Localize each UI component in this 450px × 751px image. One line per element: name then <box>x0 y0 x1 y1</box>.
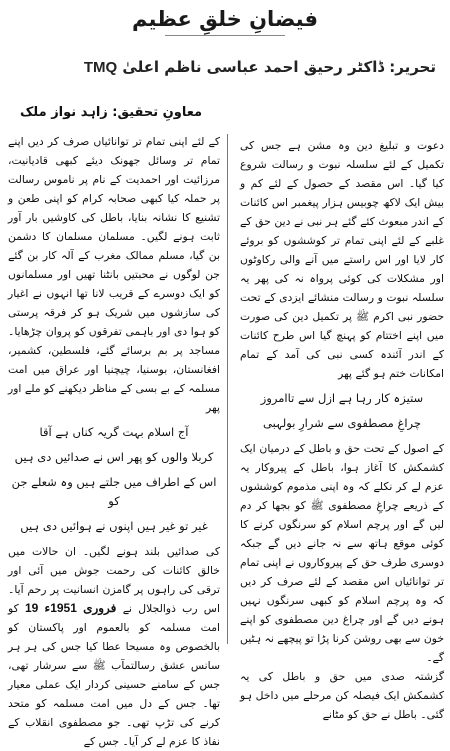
verse-line: غیر تو غیر ہیں اپنوں نے ہوائیں دی ہیں <box>20 519 208 533</box>
paragraph-text: کی صدائیں بلند ہونے لگیں۔ ان حالات میں خالق کائنات کی رحمت جوش میں آئی اور ترقی کی راہوں پر گامزن انسانیت پر رحم آیا۔ اس رب ذوالجلال نے <box>8 545 220 615</box>
right-column <box>240 136 444 724</box>
paragraph: کے لئے اپنی تمام تر توانائیاں صرف کر دیں اپنے تمام تر وسائل جھونک دیئے کبھی قادیانیت، مرزائیت اور احمدیت کے نام پر ناموس رسالت پر حملہ کیا کبھی صحابہ کرام کو اپنی طعن و تشنیع کا نشانہ بنایا، باطل کی کاوشیں بار آور ثابت ہونے لگیں۔ مسلمان مسلمان کا دشمن بن گیا، مسلم ممالک مغرب کے آلہ کار بن گئے جن لوگوں نے محبتیں بانٹنا تھیں اور مسلمانوں کو ایک دوسرے کے قریب لانا تھا انہوں نے اغیار کی سازشوں میں شریک ہو کر فرقہ پرستی کو ہوا دی اور باہمی تفرقوں کو پروان چڑھایا۔ مساجد پر بم برسائے گئے، فلسطین، کشمیر، افغانستان، بوسنیا، چیچنیا اور عراق میں امت مسلمہ کے بے بسی کے مناظر دیکھنے کو ملے اور پھر <box>8 135 220 414</box>
paragraph-text: کو امت مسلمہ کو بالعموم اور پاکستان کو بالخصوص وہ مسیحا عطا کیا جس کی ہر ہر سانس عشق رسالتمآب ﷺ سے سرشار تھی، جس کے سامنے حسینی کردار ایک عملی معیار تھا۔ جس کے دل میں امت مسلمہ کو متحد کرنے کی تڑپ تھی۔ جو مصطفوی انقلاب کے نفاذ کا عزم لے کر آیا۔ جس کے <box>8 602 220 748</box>
verse-line: چراغِ مصطفوی سے شرارِ بولہبی <box>262 416 421 430</box>
byline-organization: TMQ <box>83 59 118 76</box>
byline-author: تحریر: ڈاکٹر رحیق احمد عباسی ناظم اعلیٰ <box>122 58 436 76</box>
founding-date: 19 فروری 1951ء <box>25 601 117 615</box>
left-column <box>8 132 220 751</box>
verse-line: ستیزہ کار رہا ہے ازل سے تاامروز <box>260 391 424 405</box>
paragraph <box>8 542 220 751</box>
author-byline <box>6 56 436 79</box>
paragraph: دعوت و تبلیغ دین وہ مشن ہے جس کی تکمیل کے لئے سلسلہ نبوت و رسالت شروع کیا گیا۔ اس مقصد کے حصول کے لئے کم و بیش ایک لاکھ چوبیس ہزار پیغمبر اس کائنات کے اندر مبعوث کئے گئے ہر نبی نے دین حق کے غلبے کے لئے اپنی تمام تر کوششوں کو بروئے کار لایا اور اس راستے میں آنے والی رکاوٹوں اور مشکلات کی کوئی پرواہ نہ کی پھر یہ سلسلہ نبوت و رسالت منشائے ایزدی کے تحت حضور نبی اکرم ﷺ پر تکمیل دین کی صورت میں اپنے اختتام کو پہنچ گیا اس طرح کائنات کے اندر آئندہ کسی نبی کی آمد کے تمام امکانات ختم ہو گئے پھر <box>240 139 444 380</box>
verse-line: اس کے اطراف میں جلتے ہیں وہ شعلے جن کو <box>11 475 217 508</box>
paragraph: گزشتہ صدی میں حق و باطل کی یہ کشمکش ایک فیصلہ کن مرحلے میں داخل ہو گئی۔ باطل نے حق کو مٹانے <box>240 670 444 721</box>
verse-line: کربلا والوں کو پھر اس نے صدائیں دی ہیں <box>14 450 214 464</box>
verse-line: آج اسلام بہت گریہ کناں ہے آقا <box>39 425 189 439</box>
research-assistant: معاونِ تحقیق: زاہد نواز ملک <box>20 105 203 120</box>
title-underline <box>165 35 285 36</box>
article-title: فیضانِ خلقِ عظیم <box>132 7 318 31</box>
column-divider <box>227 134 228 644</box>
paragraph: کے اصول کے تحت حق و باطل کے درمیان ایک کشمکش کا آغاز ہوا، باطل کے پیروکار یہ عزم لے کر نکلے کہ وہ اپنی مذموم کوششوں کے ذریعے چراغِ مصطفوی ﷺ کو بجھا کر دم لیں گے اور پرچم اسلام کو سرنگوں کرنے کا کوئی موقع ہاتھ سے نہ جانے دیں گے جبکہ دوسری طرف حق کے پیروکاروں نے اپنی تمام تر توانائیاں اس مقصد کے لئے صرف کر دیں کہ وہ پرچم اسلام کو کبھی سرنگوں نہیں ہونے دیں گے اور چراغ دین مصطفوی کو اپنے خون سے بھی روشن کرنا پڑا تو پیچھے نہ ہٹیں گے۔ <box>240 442 444 664</box>
